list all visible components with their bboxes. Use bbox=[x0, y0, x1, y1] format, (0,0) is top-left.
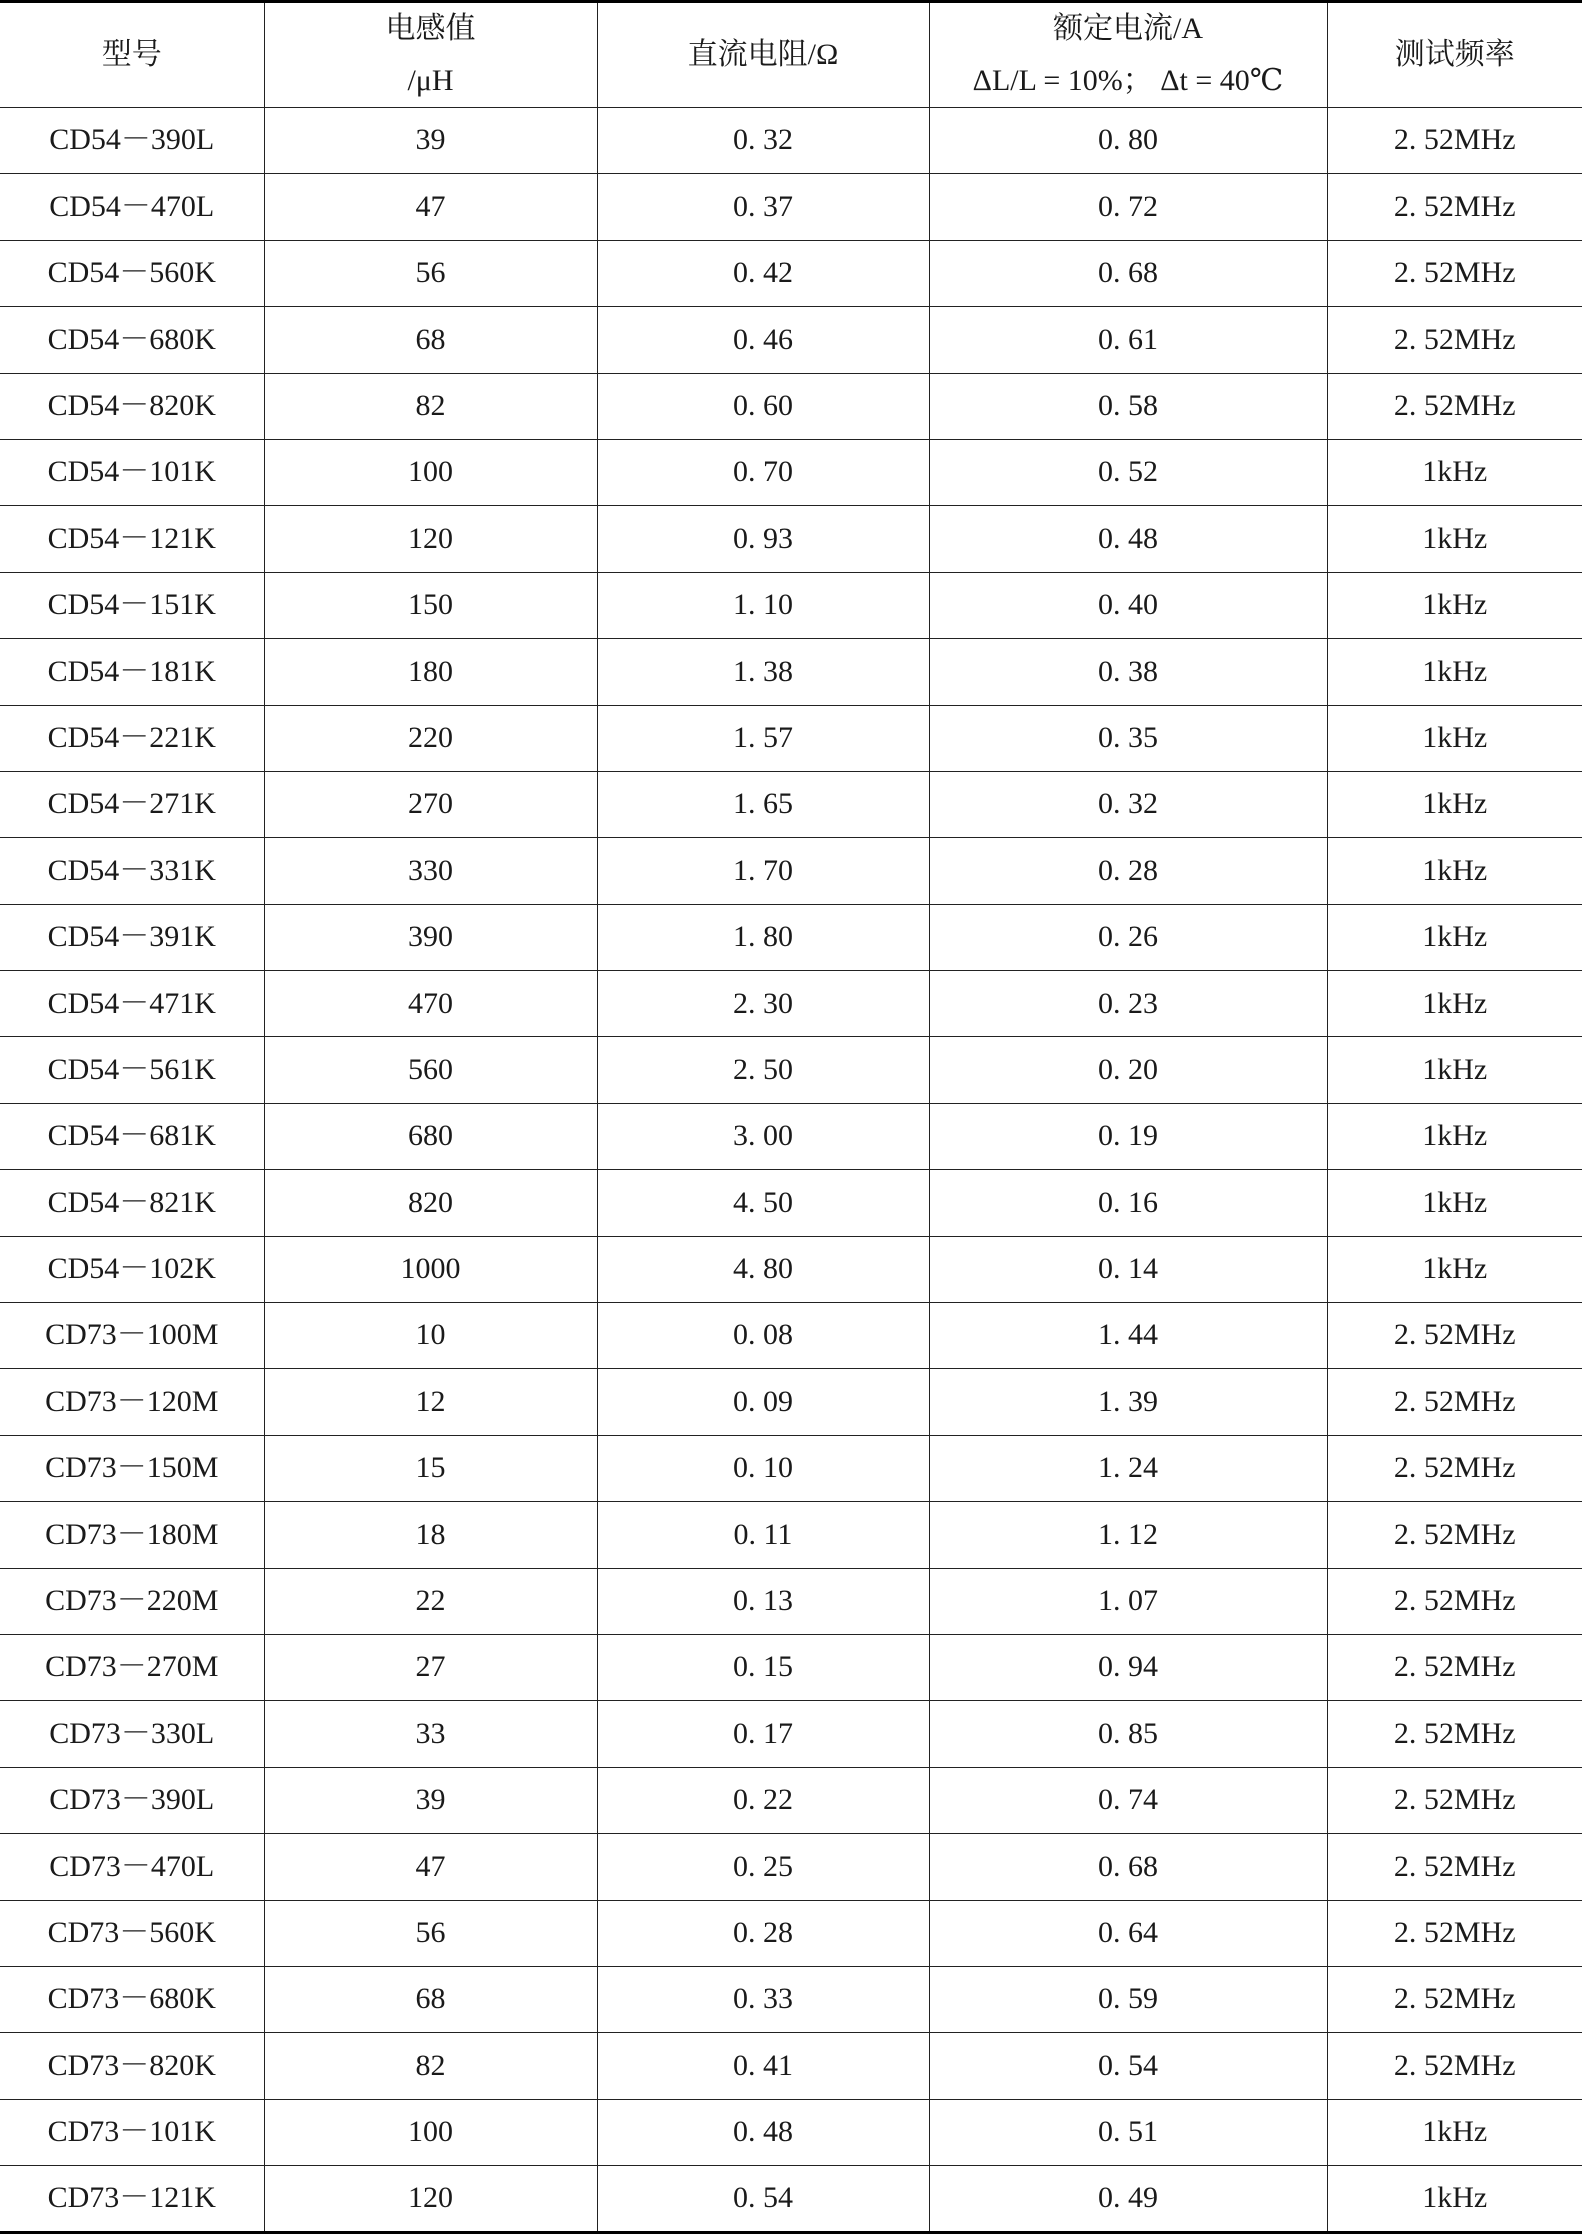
cell-inductance: 39 bbox=[264, 1767, 597, 1833]
cell-model: CD73－390L bbox=[0, 1767, 264, 1833]
cell-model: CD54－471K bbox=[0, 971, 264, 1037]
cell-resistance: 0. 15 bbox=[597, 1634, 929, 1700]
cell-rated-current: 0. 40 bbox=[929, 572, 1327, 638]
cell-inductance: 120 bbox=[264, 506, 597, 572]
cell-inductance: 82 bbox=[264, 2033, 597, 2099]
cell-rated-current: 0. 51 bbox=[929, 2099, 1327, 2165]
cell-rated-current: 0. 68 bbox=[929, 240, 1327, 306]
cell-test-frequency: 2. 52MHz bbox=[1327, 1834, 1582, 1900]
cell-test-frequency: 2. 52MHz bbox=[1327, 2033, 1582, 2099]
cell-model: CD54－221K bbox=[0, 705, 264, 771]
cell-model: CD54－271K bbox=[0, 771, 264, 837]
table-row bbox=[0, 174, 1582, 240]
cell-model: CD73－120M bbox=[0, 1369, 264, 1435]
cell-test-frequency: 1kHz bbox=[1327, 506, 1582, 572]
table-row bbox=[0, 705, 1582, 771]
cell-test-frequency: 2. 52MHz bbox=[1327, 1900, 1582, 1966]
header-rated-current bbox=[929, 2, 1327, 108]
cell-inductance: 68 bbox=[264, 1966, 597, 2032]
cell-test-frequency: 1kHz bbox=[1327, 705, 1582, 771]
cell-resistance: 1. 57 bbox=[597, 705, 929, 771]
cell-resistance: 0. 54 bbox=[597, 2166, 929, 2232]
table-row bbox=[0, 1037, 1582, 1103]
cell-test-frequency: 1kHz bbox=[1327, 2099, 1582, 2165]
table-row bbox=[0, 1303, 1582, 1369]
cell-model: CD73－470L bbox=[0, 1834, 264, 1900]
cell-model: CD54－470L bbox=[0, 174, 264, 240]
cell-inductance: 56 bbox=[264, 1900, 597, 1966]
cell-resistance: 0. 13 bbox=[597, 1568, 929, 1634]
cell-model: CD73－560K bbox=[0, 1900, 264, 1966]
cell-resistance: 1. 80 bbox=[597, 904, 929, 970]
cell-model: CD54－121K bbox=[0, 506, 264, 572]
cell-rated-current: 1. 07 bbox=[929, 1568, 1327, 1634]
cell-rated-current: 0. 20 bbox=[929, 1037, 1327, 1103]
cell-model: CD73－100M bbox=[0, 1303, 264, 1369]
cell-inductance: 10 bbox=[264, 1303, 597, 1369]
cell-test-frequency: 1kHz bbox=[1327, 2166, 1582, 2232]
cell-rated-current: 1. 39 bbox=[929, 1369, 1327, 1435]
cell-inductance: 470 bbox=[264, 971, 597, 1037]
cell-test-frequency: 2. 52MHz bbox=[1327, 1303, 1582, 1369]
cell-test-frequency: 2. 52MHz bbox=[1327, 1568, 1582, 1634]
cell-model: CD54－561K bbox=[0, 1037, 264, 1103]
header-dc-resistance: 直流电阻/Ω bbox=[597, 2, 929, 108]
cell-resistance: 1. 70 bbox=[597, 838, 929, 904]
cell-resistance: 1. 65 bbox=[597, 771, 929, 837]
cell-test-frequency: 2. 52MHz bbox=[1327, 1701, 1582, 1767]
cell-model: CD54－102K bbox=[0, 1236, 264, 1302]
cell-test-frequency: 1kHz bbox=[1327, 639, 1582, 705]
table-row bbox=[0, 904, 1582, 970]
cell-rated-current: 0. 94 bbox=[929, 1634, 1327, 1700]
cell-rated-current: 0. 80 bbox=[929, 108, 1327, 174]
cell-inductance: 220 bbox=[264, 705, 597, 771]
header-rated-current-line2: ΔL/L = 10%； Δt = 40℃ bbox=[972, 64, 1284, 97]
cell-model: CD54－101K bbox=[0, 439, 264, 505]
table-row bbox=[0, 639, 1582, 705]
cell-resistance: 4. 80 bbox=[597, 1236, 929, 1302]
cell-inductance: 22 bbox=[264, 1568, 597, 1634]
table-header bbox=[0, 2, 1582, 108]
cell-resistance: 0. 42 bbox=[597, 240, 929, 306]
cell-test-frequency: 1kHz bbox=[1327, 904, 1582, 970]
cell-rated-current: 1. 24 bbox=[929, 1435, 1327, 1501]
table-row bbox=[0, 838, 1582, 904]
cell-rated-current: 1. 12 bbox=[929, 1502, 1327, 1568]
cell-test-frequency: 2. 52MHz bbox=[1327, 1369, 1582, 1435]
table-row bbox=[0, 373, 1582, 439]
cell-inductance: 100 bbox=[264, 439, 597, 505]
cell-model: CD54－151K bbox=[0, 572, 264, 638]
cell-test-frequency: 1kHz bbox=[1327, 1103, 1582, 1169]
cell-rated-current: 0. 38 bbox=[929, 639, 1327, 705]
cell-inductance: 18 bbox=[264, 1502, 597, 1568]
cell-model: CD54－821K bbox=[0, 1170, 264, 1236]
cell-model: CD73－101K bbox=[0, 2099, 264, 2165]
header-inductance bbox=[264, 2, 597, 108]
cell-rated-current: 0. 74 bbox=[929, 1767, 1327, 1833]
table-row bbox=[0, 1369, 1582, 1435]
cell-inductance: 68 bbox=[264, 307, 597, 373]
cell-inductance: 47 bbox=[264, 174, 597, 240]
cell-test-frequency: 1kHz bbox=[1327, 771, 1582, 837]
cell-inductance: 150 bbox=[264, 572, 597, 638]
cell-resistance: 1. 38 bbox=[597, 639, 929, 705]
cell-rated-current: 0. 26 bbox=[929, 904, 1327, 970]
cell-rated-current: 0. 61 bbox=[929, 307, 1327, 373]
table-row bbox=[0, 1236, 1582, 1302]
cell-rated-current: 1. 44 bbox=[929, 1303, 1327, 1369]
cell-model: CD73－150M bbox=[0, 1435, 264, 1501]
cell-resistance: 0. 60 bbox=[597, 373, 929, 439]
cell-model: CD73－330L bbox=[0, 1701, 264, 1767]
cell-resistance: 0. 22 bbox=[597, 1767, 929, 1833]
table-row bbox=[0, 771, 1582, 837]
cell-test-frequency: 2. 52MHz bbox=[1327, 240, 1582, 306]
cell-test-frequency: 1kHz bbox=[1327, 838, 1582, 904]
cell-resistance: 4. 50 bbox=[597, 1170, 929, 1236]
cell-model: CD54－680K bbox=[0, 307, 264, 373]
cell-inductance: 390 bbox=[264, 904, 597, 970]
cell-rated-current: 0. 54 bbox=[929, 2033, 1327, 2099]
cell-resistance: 0. 93 bbox=[597, 506, 929, 572]
header-inductance-line2: /μH bbox=[407, 64, 454, 97]
table-row bbox=[0, 108, 1582, 174]
cell-rated-current: 0. 49 bbox=[929, 2166, 1327, 2232]
cell-model: CD54－390L bbox=[0, 108, 264, 174]
cell-model: CD73－121K bbox=[0, 2166, 264, 2232]
cell-model: CD73－820K bbox=[0, 2033, 264, 2099]
table-row bbox=[0, 1767, 1582, 1833]
cell-resistance: 0. 25 bbox=[597, 1834, 929, 1900]
cell-test-frequency: 2. 52MHz bbox=[1327, 1634, 1582, 1700]
cell-rated-current: 0. 23 bbox=[929, 971, 1327, 1037]
cell-rated-current: 0. 28 bbox=[929, 838, 1327, 904]
cell-test-frequency: 2. 52MHz bbox=[1327, 1435, 1582, 1501]
table-row bbox=[0, 1701, 1582, 1767]
cell-inductance: 330 bbox=[264, 838, 597, 904]
cell-test-frequency: 1kHz bbox=[1327, 971, 1582, 1037]
cell-test-frequency: 1kHz bbox=[1327, 1236, 1582, 1302]
cell-inductance: 82 bbox=[264, 373, 597, 439]
cell-model: CD54－681K bbox=[0, 1103, 264, 1169]
cell-test-frequency: 1kHz bbox=[1327, 439, 1582, 505]
cell-model: CD73－680K bbox=[0, 1966, 264, 2032]
cell-inductance: 180 bbox=[264, 639, 597, 705]
cell-model: CD73－220M bbox=[0, 1568, 264, 1634]
cell-model: CD54－560K bbox=[0, 240, 264, 306]
cell-resistance: 0. 46 bbox=[597, 307, 929, 373]
cell-rated-current: 0. 19 bbox=[929, 1103, 1327, 1169]
header-model: 型号 bbox=[0, 2, 264, 108]
cell-rated-current: 0. 58 bbox=[929, 373, 1327, 439]
cell-rated-current: 0. 85 bbox=[929, 1701, 1327, 1767]
cell-resistance: 0. 28 bbox=[597, 1900, 929, 1966]
cell-resistance: 0. 11 bbox=[597, 1502, 929, 1568]
cell-model: CD73－180M bbox=[0, 1502, 264, 1568]
cell-resistance: 2. 30 bbox=[597, 971, 929, 1037]
cell-inductance: 39 bbox=[264, 108, 597, 174]
cell-test-frequency: 1kHz bbox=[1327, 1037, 1582, 1103]
cell-test-frequency: 2. 52MHz bbox=[1327, 108, 1582, 174]
table-row bbox=[0, 1634, 1582, 1700]
cell-resistance: 0. 08 bbox=[597, 1303, 929, 1369]
cell-rated-current: 0. 59 bbox=[929, 1966, 1327, 2032]
cell-inductance: 15 bbox=[264, 1435, 597, 1501]
cell-resistance: 0. 09 bbox=[597, 1369, 929, 1435]
cell-inductance: 33 bbox=[264, 1701, 597, 1767]
table-row bbox=[0, 572, 1582, 638]
cell-test-frequency: 1kHz bbox=[1327, 572, 1582, 638]
table-row bbox=[0, 2099, 1582, 2165]
cell-rated-current: 0. 64 bbox=[929, 1900, 1327, 1966]
table-row bbox=[0, 1170, 1582, 1236]
table-row bbox=[0, 1568, 1582, 1634]
cell-rated-current: 0. 48 bbox=[929, 506, 1327, 572]
cell-test-frequency: 1kHz bbox=[1327, 1170, 1582, 1236]
cell-resistance: 0. 17 bbox=[597, 1701, 929, 1767]
cell-resistance: 0. 10 bbox=[597, 1435, 929, 1501]
table-row bbox=[0, 506, 1582, 572]
cell-resistance: 1. 10 bbox=[597, 572, 929, 638]
header-rated-current-line1: 额定电流/A bbox=[1053, 12, 1203, 45]
cell-resistance: 0. 32 bbox=[597, 108, 929, 174]
table-row bbox=[0, 1966, 1582, 2032]
cell-rated-current: 0. 68 bbox=[929, 1834, 1327, 1900]
cell-inductance: 820 bbox=[264, 1170, 597, 1236]
cell-test-frequency: 2. 52MHz bbox=[1327, 1767, 1582, 1833]
cell-test-frequency: 2. 52MHz bbox=[1327, 307, 1582, 373]
header-row bbox=[0, 2, 1582, 108]
cell-test-frequency: 2. 52MHz bbox=[1327, 1966, 1582, 2032]
cell-resistance: 3. 00 bbox=[597, 1103, 929, 1169]
cell-rated-current: 0. 35 bbox=[929, 705, 1327, 771]
cell-rated-current: 0. 72 bbox=[929, 174, 1327, 240]
cell-rated-current: 0. 32 bbox=[929, 771, 1327, 837]
cell-inductance: 27 bbox=[264, 1634, 597, 1700]
cell-rated-current: 0. 14 bbox=[929, 1236, 1327, 1302]
cell-inductance: 560 bbox=[264, 1037, 597, 1103]
table-row bbox=[0, 1435, 1582, 1501]
cell-model: CD54－331K bbox=[0, 838, 264, 904]
cell-inductance: 680 bbox=[264, 1103, 597, 1169]
cell-resistance: 2. 50 bbox=[597, 1037, 929, 1103]
cell-test-frequency: 2. 52MHz bbox=[1327, 174, 1582, 240]
table-row bbox=[0, 1900, 1582, 1966]
cell-inductance: 12 bbox=[264, 1369, 597, 1435]
cell-model: CD54－391K bbox=[0, 904, 264, 970]
table-row bbox=[0, 1502, 1582, 1568]
cell-inductance: 100 bbox=[264, 2099, 597, 2165]
cell-model: CD54－181K bbox=[0, 639, 264, 705]
cell-model: CD54－820K bbox=[0, 373, 264, 439]
cell-resistance: 0. 41 bbox=[597, 2033, 929, 2099]
cell-model: CD73－270M bbox=[0, 1634, 264, 1700]
header-test-frequency: 测试频率 bbox=[1327, 2, 1582, 108]
table-row bbox=[0, 439, 1582, 505]
table-row bbox=[0, 1834, 1582, 1900]
cell-rated-current: 0. 16 bbox=[929, 1170, 1327, 1236]
cell-resistance: 0. 48 bbox=[597, 2099, 929, 2165]
cell-inductance: 270 bbox=[264, 771, 597, 837]
table-row bbox=[0, 1103, 1582, 1169]
cell-inductance: 56 bbox=[264, 240, 597, 306]
table-row bbox=[0, 2166, 1582, 2232]
cell-inductance: 120 bbox=[264, 2166, 597, 2232]
cell-resistance: 0. 33 bbox=[597, 1966, 929, 2032]
cell-resistance: 0. 70 bbox=[597, 439, 929, 505]
table-row bbox=[0, 307, 1582, 373]
table-body bbox=[0, 108, 1582, 2233]
table-row bbox=[0, 2033, 1582, 2099]
cell-test-frequency: 2. 52MHz bbox=[1327, 1502, 1582, 1568]
cell-test-frequency: 2. 52MHz bbox=[1327, 373, 1582, 439]
cell-inductance: 47 bbox=[264, 1834, 597, 1900]
header-inductance-line1: 电感值 bbox=[385, 12, 476, 45]
cell-rated-current: 0. 52 bbox=[929, 439, 1327, 505]
cell-inductance: 1000 bbox=[264, 1236, 597, 1302]
cell-resistance: 0. 37 bbox=[597, 174, 929, 240]
table-row bbox=[0, 971, 1582, 1037]
table-row bbox=[0, 240, 1582, 306]
